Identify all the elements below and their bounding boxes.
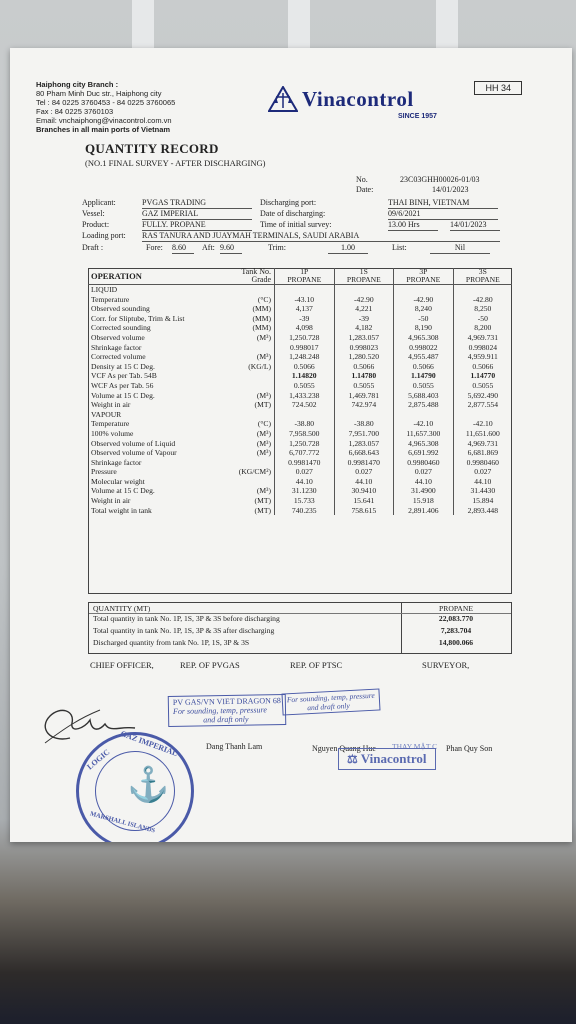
- cell-3s: -42.80: [453, 295, 512, 305]
- cell-3p: 15.918: [394, 496, 454, 506]
- cell-3p: 11,657.300: [394, 429, 454, 439]
- row-label: Temperature: [91, 294, 130, 304]
- row-label: Observed volume of Vapour: [91, 448, 177, 458]
- fore-label: Fore:: [146, 243, 163, 252]
- quantity-before-value: 22,083.770: [438, 614, 474, 623]
- cell-1s: 1,283.057: [334, 439, 394, 449]
- cell-1s: 4,221: [334, 304, 394, 314]
- cell-3p: 0.9980460: [394, 458, 454, 468]
- round-stamp-text: GAZ IMPERIAL: [119, 728, 179, 759]
- aft-label: Aft:: [202, 243, 215, 252]
- row-unit: (°C): [257, 294, 271, 304]
- cell-1s: 1,283.057: [334, 333, 394, 343]
- grade-label: Grade: [251, 275, 271, 284]
- cell-1p: 0.998017: [275, 343, 335, 353]
- row-unit: (MM): [252, 323, 271, 333]
- cell-3s: 8,250: [453, 304, 512, 314]
- cell-3p: 6,691.992: [394, 448, 454, 458]
- cell-3p: 0.998022: [394, 343, 454, 353]
- disport-label: Discharging port:: [260, 198, 317, 207]
- table-row: [88, 419, 512, 429]
- row-label: Corrected sounding: [91, 323, 151, 333]
- thay-mat-text: THAY MẶT C: [392, 742, 438, 751]
- cell-1p: [275, 285, 335, 295]
- table-row: [88, 362, 512, 372]
- row-unit: (M³): [256, 448, 271, 458]
- quantity-head-value: PROPANE: [439, 604, 473, 613]
- cell-1p: 15.733: [275, 496, 335, 506]
- quantity-after: Total quantity in tank No. 1P, 1S, 3P & 3S after discharging: [93, 626, 275, 635]
- cell-3s: [453, 410, 512, 420]
- row-unit: (M³): [256, 486, 271, 496]
- quantity-summary: [88, 602, 512, 654]
- surveyor-label: SURVEYOR,: [422, 660, 470, 670]
- row-label: Volume at 15 C Deg.: [91, 486, 155, 496]
- time-value: 13.00 Hrs: [388, 220, 438, 231]
- row-label: VAPOUR: [91, 409, 122, 419]
- cell-3s: 4,959.911: [453, 352, 512, 362]
- quantity-table: [88, 268, 512, 515]
- cell-1p: 7,958.500: [275, 429, 335, 439]
- cell-3p: 4,955.487: [394, 352, 454, 362]
- page-title: QUANTITY RECORD: [85, 141, 219, 156]
- scales-icon: [268, 86, 298, 112]
- row-label: Total weight in tank: [91, 505, 152, 515]
- cell-1p: 1,250.728: [275, 439, 335, 449]
- cell-3s: 0.027: [453, 467, 512, 477]
- vessel-value: GAZ IMPERIAL: [142, 209, 252, 220]
- cell-1s: 7,951.700: [334, 429, 394, 439]
- table-row: [88, 333, 512, 343]
- cell-1s: 0.027: [334, 467, 394, 477]
- cell-3s: 0.5066: [453, 362, 512, 372]
- row-unit: [214, 285, 275, 295]
- cell-3s: 5,692.490: [453, 391, 512, 401]
- vinacontrol-stamp: ⚖ Vinacontrol: [338, 748, 436, 770]
- table-row: [88, 304, 512, 314]
- signer-name-1: Dang Thanh Lam: [206, 742, 263, 751]
- branch-name: Haiphong city Branch :: [36, 80, 119, 89]
- vessel-label: Vessel:: [82, 209, 105, 218]
- row-unit: [214, 410, 275, 420]
- row-unit: (M³): [256, 352, 271, 362]
- table-row: [88, 458, 512, 468]
- cell-1p: 6,707.772: [275, 448, 335, 458]
- operation-header: OPERATION: [88, 268, 214, 285]
- product-value: FULLY. PROPANE: [142, 220, 252, 231]
- date-dis-value: 09/6/2021: [388, 209, 498, 220]
- cell-1s: 0.5066: [334, 362, 394, 372]
- cell-3s: 0.5055: [453, 381, 512, 391]
- logo-wordmark: Vinacontrol: [302, 86, 414, 111]
- row-unit: (M³): [256, 390, 271, 400]
- branch-fax: Fax : 84 0225 3760103: [36, 107, 114, 116]
- round-stamp-text-2: LOGIC: [85, 747, 112, 772]
- cell-3s: 2,893.448: [453, 506, 512, 516]
- cell-1s: [334, 410, 394, 420]
- cell-1s: -38.80: [334, 419, 394, 429]
- cell-1p: 724.502: [275, 400, 335, 410]
- table-row: [88, 439, 512, 449]
- quantity-after-value: 7,283.704: [440, 626, 472, 635]
- list-label: List:: [392, 243, 407, 252]
- row-label: LIQUID: [91, 285, 118, 294]
- no-label: No.: [356, 175, 368, 184]
- row-unit: (MT): [254, 400, 271, 410]
- cell-1p: 1,433.238: [275, 391, 335, 401]
- branch-address: 80 Pham Minh Duc str., Haiphong city: [36, 89, 162, 98]
- table-row: [88, 486, 512, 496]
- row-label: Temperature: [91, 419, 130, 429]
- branches-note: Branches in all main ports of Vietnam: [36, 125, 171, 134]
- date-value: 14/01/2023: [432, 185, 469, 194]
- cell-3p: 44.10: [394, 477, 454, 487]
- table-row: [88, 477, 512, 487]
- row-unit: (KG/CM²): [238, 467, 271, 477]
- cell-3s: 4,969.731: [453, 333, 512, 343]
- cell-3s: 44.10: [453, 477, 512, 487]
- row-label: Density at 15 C Deg.: [91, 361, 155, 371]
- cell-1s: 44.10: [334, 477, 394, 487]
- cell-3p: 8,240: [394, 304, 454, 314]
- row-unit: (MT): [254, 496, 271, 506]
- row-unit: (M³): [256, 332, 271, 342]
- wall-stripe: [288, 0, 310, 48]
- cell-1p: 31.1230: [275, 486, 335, 496]
- row-label: Corr. for Sliptube, Trim & List: [91, 313, 185, 323]
- cell-3p: 5,688.403: [394, 391, 454, 401]
- table-row: [88, 343, 512, 353]
- row-label: Shrinkage factor: [91, 342, 142, 352]
- cell-3s: 31.4430: [453, 486, 512, 496]
- cell-3s: 11,651.600: [453, 429, 512, 439]
- cell-3s: 8,200: [453, 323, 512, 333]
- row-unit: (MM): [252, 304, 271, 314]
- cell-3p: -42.10: [394, 419, 454, 429]
- row-unit: [214, 477, 275, 487]
- cell-3p: 31.4900: [394, 486, 454, 496]
- tank-1s-header: 1S PROPANE: [334, 268, 394, 285]
- cell-3s: 1.14770: [453, 371, 512, 381]
- cell-1s: 15.641: [334, 496, 394, 506]
- row-label: Observed volume: [91, 332, 145, 342]
- applicant-value: PVGAS TRADING: [142, 198, 252, 209]
- ptsc-stamp: For sounding, temp, pressure and draft only: [281, 688, 380, 715]
- document-code: HH 34: [474, 81, 522, 95]
- cell-3p: -50: [394, 314, 454, 324]
- cell-3p: 4,965.308: [394, 439, 454, 449]
- cell-3p: 0.027: [394, 467, 454, 477]
- cell-3s: -42.10: [453, 419, 512, 429]
- branch-tel: Tel : 84 0225 3760453 - 84 0225 3760065: [36, 98, 176, 107]
- loading-label: Loading port:: [82, 231, 126, 240]
- cell-1p: -43.10: [275, 295, 335, 305]
- cell-1s: 30.9410: [334, 486, 394, 496]
- cell-1s: -39: [334, 314, 394, 324]
- row-label: Shrinkage factor: [91, 457, 142, 467]
- row-unit: [214, 371, 275, 381]
- cell-3p: [394, 285, 454, 295]
- time-date-value: 14/01/2023: [450, 220, 500, 231]
- table-row: [88, 400, 512, 410]
- quantity-record-document: [10, 48, 572, 842]
- cell-1s: 0.998023: [334, 343, 394, 353]
- row-unit: (M³): [256, 438, 271, 448]
- cell-1s: 1,280.520: [334, 352, 394, 362]
- logo-since: SINCE 1957: [398, 113, 437, 120]
- row-unit: [214, 381, 275, 391]
- cell-3p: 1.14790: [394, 371, 454, 381]
- wall-stripe: [436, 0, 458, 48]
- rep-ptsc-label: REP. OF PTSC: [290, 660, 343, 670]
- table-row: [88, 410, 512, 420]
- cell-1p: 1.14820: [275, 371, 335, 381]
- pvgas-stamp: PV GAS/VN VIET DRAGON 68 For sounding, temp, pressure and draft only: [168, 694, 287, 727]
- cell-3s: 0.998024: [453, 343, 512, 353]
- cell-1p: -39: [275, 314, 335, 324]
- row-label: Weight in air: [91, 496, 131, 506]
- loading-value: RAS TANURA AND JUAYMAH TERMINALS, SAUDI ARABIA: [142, 231, 500, 242]
- cell-1p: -38.80: [275, 419, 335, 429]
- cell-1s: 0.5055: [334, 381, 394, 391]
- rep-pvgas-label: REP. OF PVGAS: [180, 660, 240, 670]
- cell-3s: -50: [453, 314, 512, 324]
- row-label: VCF As per Tab. 54B: [91, 371, 157, 381]
- row-label: Pressure: [91, 467, 117, 477]
- branch-email: Email: vnchaiphong@vinacontrol.com.vn: [36, 116, 172, 125]
- row-label: 100% volume: [91, 428, 134, 438]
- cell-3p: [394, 410, 454, 420]
- table-header-row: [88, 268, 512, 285]
- cell-3p: 0.5066: [394, 362, 454, 372]
- cell-3p: 0.5055: [394, 381, 454, 391]
- tank-3p-header: 3P PROPANE: [394, 268, 454, 285]
- cell-3s: 4,969.731: [453, 439, 512, 449]
- table-row: [88, 391, 512, 401]
- cell-1p: 44.10: [275, 477, 335, 487]
- cell-3s: 6,681.869: [453, 448, 512, 458]
- cell-1s: [334, 285, 394, 295]
- cell-3p: 8,190: [394, 323, 454, 333]
- chief-officer-label: CHIEF OFFICER,: [90, 660, 154, 670]
- fore-value: 8.60: [172, 243, 194, 254]
- cell-1p: 4,098: [275, 323, 335, 333]
- cell-3s: 2,877.554: [453, 400, 512, 410]
- table-row: [88, 429, 512, 439]
- row-unit: [214, 343, 275, 353]
- tank-3s-header: 3S PROPANE: [453, 268, 512, 285]
- cell-3p: 2,891.406: [394, 506, 454, 516]
- cell-1s: 758.615: [334, 506, 394, 516]
- cell-1p: 4,137: [275, 304, 335, 314]
- table-row: [88, 381, 512, 391]
- cell-1p: 0.5066: [275, 362, 335, 372]
- wall-stripe: [132, 0, 154, 48]
- trim-label: Trim:: [268, 243, 286, 252]
- quantity-discharged: Discharged quantity from tank No. 1P, 1S, 3P & 3S: [93, 638, 250, 647]
- cell-3p: 4,965.308: [394, 333, 454, 343]
- table-row: [88, 506, 512, 516]
- page-subtitle: (NO.1 FINAL SURVEY - AFTER DISCHARGING): [85, 158, 266, 168]
- table-row: [88, 467, 512, 477]
- table-row: [88, 314, 512, 324]
- quantity-discharged-value: 14,800.066: [438, 638, 474, 647]
- product-label: Product:: [82, 220, 110, 229]
- cell-1p: 0.9981470: [275, 458, 335, 468]
- cell-1p: 1,248.248: [275, 352, 335, 362]
- anchor-icon: ⚓: [127, 767, 170, 804]
- draft-label: Draft :: [82, 243, 104, 252]
- row-label: Volume at 15 C Deg.: [91, 390, 155, 400]
- row-unit: (MT): [254, 505, 271, 515]
- cell-1s: 1.14780: [334, 371, 394, 381]
- aft-value: 9.60: [220, 243, 242, 254]
- table-row: [88, 285, 512, 295]
- row-unit: [214, 458, 275, 468]
- cell-1p: 0.027: [275, 467, 335, 477]
- signer-name-3: Phan Quy Son: [446, 744, 493, 753]
- cell-1s: 742.974: [334, 400, 394, 410]
- ship-round-stamp: [76, 728, 194, 842]
- cell-1s: -42.90: [334, 295, 394, 305]
- no-value: 23C03GHH00026-01/03: [400, 175, 480, 184]
- table-row: [88, 496, 512, 506]
- row-unit: (M³): [256, 428, 271, 438]
- table-row: [88, 295, 512, 305]
- cell-1s: 6,668.643: [334, 448, 394, 458]
- row-label: Molecular weight: [91, 476, 145, 486]
- table-row: [88, 448, 512, 458]
- time-label: Time of initial survey:: [260, 220, 332, 229]
- trim-value: 1.00: [328, 243, 368, 254]
- row-unit: (°C): [257, 419, 271, 429]
- cell-1p: 0.5055: [275, 381, 335, 391]
- table-row: [88, 371, 512, 381]
- tank-grade-header: [214, 268, 275, 285]
- cell-3p: 2,875.488: [394, 400, 454, 410]
- row-label: Weight in air: [91, 400, 131, 410]
- tank-no-label: Tank No.: [241, 267, 271, 276]
- date-label: Date:: [356, 185, 374, 194]
- cell-1s: 1,469.781: [334, 391, 394, 401]
- row-label: Corrected volume: [91, 352, 146, 362]
- row-unit: (MM): [252, 313, 271, 323]
- quantity-head: QUANTITY (MT): [93, 604, 151, 613]
- disport-value: THAI BINH, VIETNAM: [388, 198, 498, 209]
- cell-1p: 740.235: [275, 506, 335, 516]
- cell-3s: 0.9980460: [453, 458, 512, 468]
- signer-name-2: Nguyen Quang Hue: [312, 744, 376, 753]
- row-label: WCF As per Tab. 56: [91, 380, 154, 390]
- cell-1s: 4,182: [334, 323, 394, 333]
- vinacontrol-logo: [268, 86, 437, 120]
- cell-3s: 15.894: [453, 496, 512, 506]
- cell-1p: [275, 410, 335, 420]
- quantity-before: Total quantity in tank No. 1P, 1S, 3P & 3S before discharging: [93, 614, 280, 623]
- cell-3s: [453, 285, 512, 295]
- row-label: Observed sounding: [91, 304, 150, 314]
- row-label: Observed volume of Liquid: [91, 438, 176, 448]
- list-value: Nil: [430, 243, 490, 254]
- cell-3p: -42.90: [394, 295, 454, 305]
- round-stamp-text-3: MARSHALL ISLANDS: [89, 810, 156, 835]
- cell-1p: 1,250.728: [275, 333, 335, 343]
- cell-1s: 0.9981470: [334, 458, 394, 468]
- tank-1p-header: 1P PROPANE: [275, 268, 335, 285]
- applicant-label: Applicant:: [82, 198, 116, 207]
- table-row: [88, 323, 512, 333]
- date-dis-label: Date of discharging:: [260, 209, 326, 218]
- branch-info: [36, 80, 175, 134]
- table-row: [88, 352, 512, 362]
- row-unit: (KG/L): [248, 361, 271, 371]
